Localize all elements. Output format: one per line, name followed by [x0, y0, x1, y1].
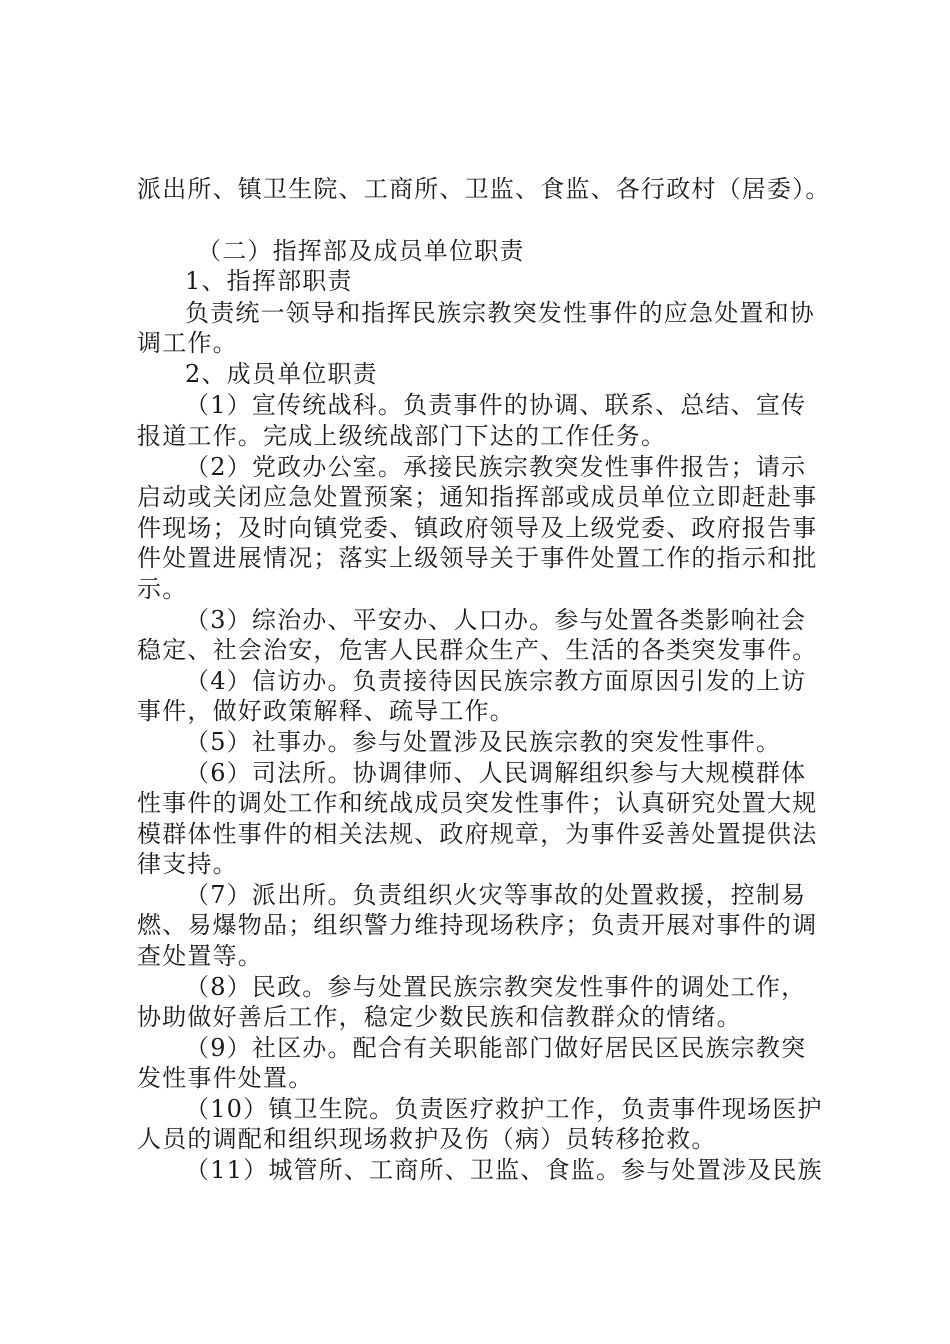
text-line: 报道工作。完成上级统战部门下达的工作任务。 [137, 422, 667, 450]
text-line: 调工作。 [137, 329, 238, 357]
text-line: 人员的调配和组织现场救护及伤（病）员转移抢救。 [137, 1125, 717, 1153]
text-line: 示。 [137, 575, 188, 603]
text-line: （4）信访办。负责接待因民族宗教方面原因引发的上访 [185, 667, 807, 695]
text-line: 负责统一领导和指挥民族宗教突发性事件的应急处置和协 [185, 299, 815, 327]
text-line: 协助做好善后工作，稳定少数民族和信教群众的情绪。 [137, 1003, 742, 1031]
text-line: 事件，做好政策解释、疏导工作。 [137, 697, 515, 725]
text-line: 律支持。 [137, 850, 238, 878]
text-line: 稳定、社会治安，危害人民群众生产、生活的各类突发事件。 [137, 636, 818, 664]
text-line: 性事件的调处工作和统战成员突发性事件；认真研究处置大规 [137, 789, 818, 817]
text-line: （1）宣传统战科。负责事件的协调、联系、总结、宣传 [185, 391, 807, 419]
text-line: （2）党政办公室。承接民族宗教突发性事件报告；请示 [185, 453, 807, 481]
section-heading: （二）指挥部及成员单位职责 [197, 237, 525, 265]
subsection-heading: 1、指挥部职责 [185, 267, 353, 295]
text-line: 查处置等。 [137, 942, 263, 970]
text-line: 件处置进展情况；落实上级领导关于事件处置工作的指示和批 [137, 544, 818, 572]
text-line: （9）社区办。配合有关职能部门做好居民区民族宗教突 [185, 1034, 807, 1062]
text-line: 件现场；及时向镇党委、镇政府领导及上级党委、政府报告事 [137, 514, 818, 542]
text-line: （3）综治办、平安办、人口办。参与处置各类影响社会 [185, 606, 807, 634]
text-line: （5）社事办。参与处置涉及民族宗教的突发性事件。 [185, 728, 782, 756]
text-line: （11）城管所、工商所、卫监、食监。参与处置涉及民族 [185, 1156, 823, 1184]
text-line: 派出所、镇卫生院、工商所、卫监、食监、各行政村（居委）。 [137, 175, 831, 203]
text-line: 燃、易爆物品；组织警力维持现场秩序；负责开展对事件的调 [137, 911, 818, 939]
text-line: （7）派出所。负责组织火灾等事故的处置救援，控制易 [185, 881, 807, 909]
text-line: 发性事件处置。 [137, 1064, 314, 1092]
text-line: 启动或关闭应急处置预案；通知指挥部或成员单位立即赶赴事 [137, 483, 818, 511]
text-line: （8）民政。参与处置民族宗教突发性事件的调处工作， [185, 973, 807, 1001]
text-line: （10）镇卫生院。负责医疗救护工作，负责事件现场医护 [185, 1095, 823, 1123]
text-line: （6）司法所。协调律师、人民调解组织参与大规模群体 [185, 759, 807, 787]
subsection-heading: 2、成员单位职责 [185, 360, 378, 388]
text-line: 模群体性事件的相关法规、政府规章，为事件妥善处置提供法 [137, 820, 818, 848]
